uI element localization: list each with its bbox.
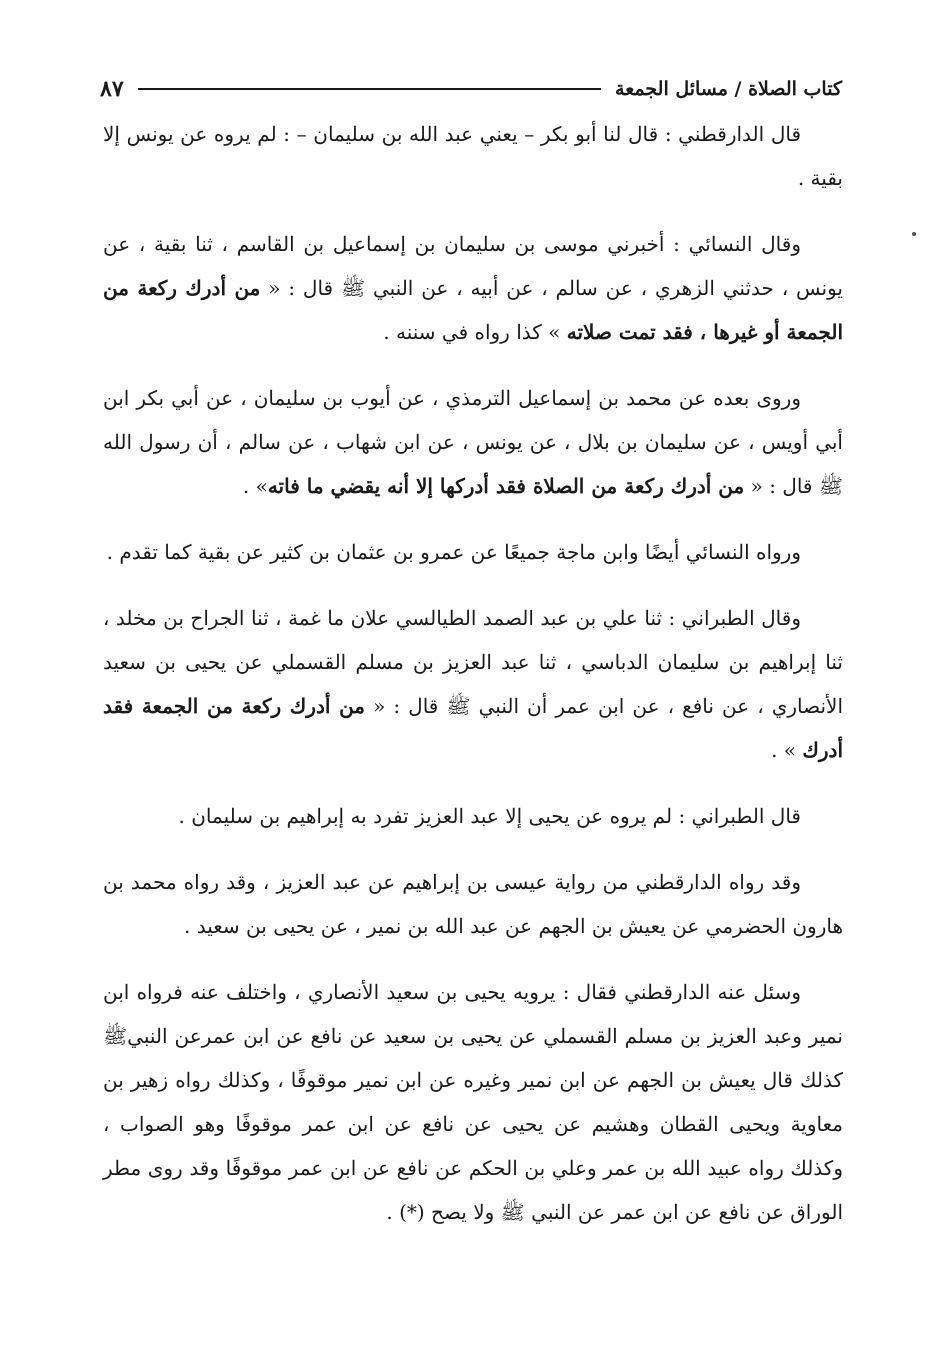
paragraph-6 [103, 794, 843, 838]
paragraph-segment: » كذا رواه في سننه . [383, 320, 567, 344]
paragraph-segment: » . [771, 738, 803, 762]
paragraph-segment: » . [242, 474, 268, 498]
hadith-text-bold: من أدرك ركعة من الجمعة فقد أدرك [103, 694, 843, 762]
paragraph-3 [103, 376, 843, 508]
paragraph-segment: قال الطبراني : لم يروه عن يحيى إلا عبد العزيز تفرد به إبراهيم بن سليمان . [178, 804, 801, 828]
paragraph-segment: قال الدارقطني : قال لنا أبو بكر – يعني عبد الله بن سليمان – : لم يروه عن يونس إلا بقية . [103, 122, 843, 190]
paragraph-segment: وسئل عنه الدارقطني فقال : يرويه يحيى بن سعيد الأنصاري ، واختلف عنه فرواه ابن نمير وعبد العزيز بن مسلم القسملي عن يحيى بن سعيد عن نافع عن ابن عمرعن النبيﷺ كذلك قال يعيش بن الجهم عن ابن نمير وغيره عن ابن نمير موقوفًا ، وكذلك رواه زهير بن معاوية ويحيى القطان وهشيم عن يحيى عن نافع عن ابن عمر موقوفًا وهو الصواب ، وكذلك رواه عبيد الله بن عمر وعلي بن الحكم عن نافع عن ابن عمر موقوفًا وقد روى مطر الوراق عن نافع عن ابن عمر عن النبي ﷺ ولا يصح (*) . [103, 980, 843, 1224]
paragraph-5 [103, 596, 843, 772]
hadith-text-bold: من أدرك ركعة من الجمعة أو غيرها ، فقد تمت صلاته [103, 276, 843, 344]
running-title: كتاب الصلاة / مسائل الجمعة [615, 78, 842, 100]
paragraph-4 [103, 530, 843, 574]
paragraph-1 [103, 112, 843, 200]
paragraph-segment: وقد رواه الدارقطني من رواية عيسى بن إبراهيم عن عبد العزيز ، وقد رواه محمد بن هارون الحضرمي عن يعيش بن الجهم عن عبد الله بن نمير ، عن يحيى بن سعيد . [103, 870, 843, 938]
body-text [103, 112, 843, 1256]
paragraph-segment: وقال الطبراني : ثنا علي بن عبد الصمد الطيالسي علان ما غمة ، ثنا الجراح بن مخلد ، ثنا إبراهيم بن سليمان الدباسي ، ثنا عبد العزيز بن مسلم القسملي عن يحيى بن سعيد الأنصاري ، عن نافع ، عن ابن عمر أن النبي ﷺ قال : « [103, 606, 843, 718]
paragraph-segment: وقال النسائي : أخبرني موسى بن سليمان بن إسماعيل بن القاسم ، ثنا بقية ، عن يونس ، حدثني الزهري ، عن سالم ، عن أبيه ، عن النبي ﷺ قال : « [103, 232, 843, 300]
page-number: ٨٧ [100, 76, 124, 102]
paragraph-segment: ورواه النسائي أيضًا وابن ماجة جميعًا عن عمرو بن عثمان بن كثير عن بقية كما تقدم . [106, 540, 801, 564]
margin-speck [912, 232, 916, 236]
paragraph-7 [103, 860, 843, 948]
header-rule [138, 88, 601, 90]
page-header [100, 72, 842, 106]
paragraph-segment: وروى بعده عن محمد بن إسماعيل الترمذي ، عن أيوب بن سليمان ، عن أبي بكر ابن أبي أويس ، عن سليمان بن بلال ، عن يونس ، عن ابن شهاب ، عن سالم ، أن رسول الله ﷺ قال : « [103, 386, 843, 498]
paragraph-2 [103, 222, 843, 354]
paragraph-8 [103, 970, 843, 1234]
hadith-text-bold: من أدرك ركعة من الصلاة فقد أدركها إلا أنه يقضي ما فاته [267, 474, 745, 498]
